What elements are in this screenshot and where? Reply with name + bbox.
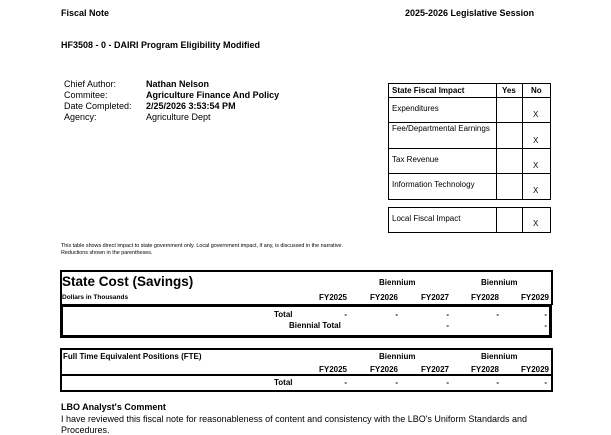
- state-cost-title: State Cost (Savings): [62, 274, 194, 289]
- sfi-no-header: No: [531, 86, 542, 95]
- fte-year-header: FY2027: [420, 365, 449, 374]
- lbo-heading: LBO Analyst's Comment: [61, 402, 166, 412]
- sfi-row-information-technology: Information Technology: [392, 180, 475, 189]
- sfi-row-no-mark: X: [533, 186, 539, 195]
- fte-title: Full Time Equivalent Positions (FTE): [63, 352, 202, 361]
- fte-total-label: Total: [274, 378, 293, 387]
- state-cost-biennial-value: -: [446, 321, 449, 330]
- fte-year-header: FY2025: [318, 365, 347, 374]
- agency-value: Agriculture Dept: [146, 112, 211, 122]
- state-cost-total-value: -: [446, 310, 449, 319]
- sfi-row-tax-revenue: Tax Revenue: [392, 155, 439, 164]
- doc-type: Fiscal Note: [61, 8, 110, 18]
- sfi-row-no-mark: X: [533, 161, 539, 170]
- date-completed-label: Date Completed:: [64, 101, 132, 111]
- impact-note-line2: Reductions shown in the parentheses.: [61, 250, 153, 256]
- fte-year-header: FY2026: [369, 365, 398, 374]
- fte-total-value: -: [496, 378, 499, 387]
- state-cost-biennial-value: -: [544, 321, 547, 330]
- lbo-comment-line2: Procedures.: [61, 425, 110, 435]
- impact-note-line1: This table shows direct impact to state government only. Local government impact, if any, is discussed in the narrative.: [61, 243, 344, 249]
- committee-label: Commitee:: [64, 90, 108, 100]
- chief-author-label: Chief Author:: [64, 79, 117, 89]
- state-cost-year-header: FY2026: [369, 293, 398, 302]
- bill-title: HF3508 - 0 - DAIRI Program Eligibility Modified: [61, 40, 261, 50]
- state-cost-total-value: -: [496, 310, 499, 319]
- state-cost-year-header: FY2029: [520, 293, 549, 302]
- fte-total-value: -: [446, 378, 449, 387]
- state-cost-year-header: FY2025: [318, 293, 347, 302]
- state-cost-total-value: -: [395, 310, 398, 319]
- sfi-yes-header: Yes: [502, 86, 516, 95]
- sfi-row-no-mark: X: [533, 110, 539, 119]
- state-cost-biennial-label: Biennial Total: [289, 321, 341, 330]
- state-cost-year-header: FY2028: [470, 293, 499, 302]
- local-impact-no-mark: X: [533, 219, 539, 228]
- state-fiscal-impact-table: [388, 83, 551, 200]
- committee-value: Agriculture Finance And Policy: [146, 90, 280, 100]
- agency-label: Agency:: [64, 112, 97, 122]
- state-cost-year-header: FY2027: [420, 293, 449, 302]
- state-cost-biennium-2: Biennium: [481, 278, 518, 287]
- sfi-row-no-mark: X: [533, 136, 539, 145]
- state-cost-subtitle: Dollars in Thousands: [62, 294, 129, 301]
- fte-year-header: FY2029: [520, 365, 549, 374]
- state-cost-total-value: -: [544, 310, 547, 319]
- session-label: 2025-2026 Legislative Session: [405, 8, 535, 18]
- fte-total-value: -: [395, 378, 398, 387]
- state-cost-total-value: -: [344, 310, 347, 319]
- chief-author-value: Nathan Nelson: [146, 79, 210, 89]
- date-completed-value: 2/25/2026 3:53:54 PM: [146, 101, 236, 111]
- sfi-header: State Fiscal Impact: [392, 86, 465, 95]
- local-impact-label: Local Fiscal Impact: [392, 214, 461, 223]
- fte-total-value: -: [544, 378, 547, 387]
- sfi-row-expenditures: Expenditures: [392, 104, 439, 113]
- local-fiscal-impact-table: [388, 207, 551, 233]
- state-cost-total-label: Total: [274, 310, 293, 319]
- sfi-row-fee-earnings: Fee/Departmental Earnings: [392, 124, 490, 133]
- fte-total-value: -: [344, 378, 347, 387]
- state-cost-biennium-1: Biennium: [379, 278, 416, 287]
- fte-biennium-2: Biennium: [481, 352, 518, 361]
- fte-biennium-1: Biennium: [379, 352, 416, 361]
- lbo-comment-line1: I have reviewed this fiscal note for reasonableness of content and consistency with the LBO's Uniform Standards and: [61, 414, 527, 424]
- fte-year-header: FY2028: [470, 365, 499, 374]
